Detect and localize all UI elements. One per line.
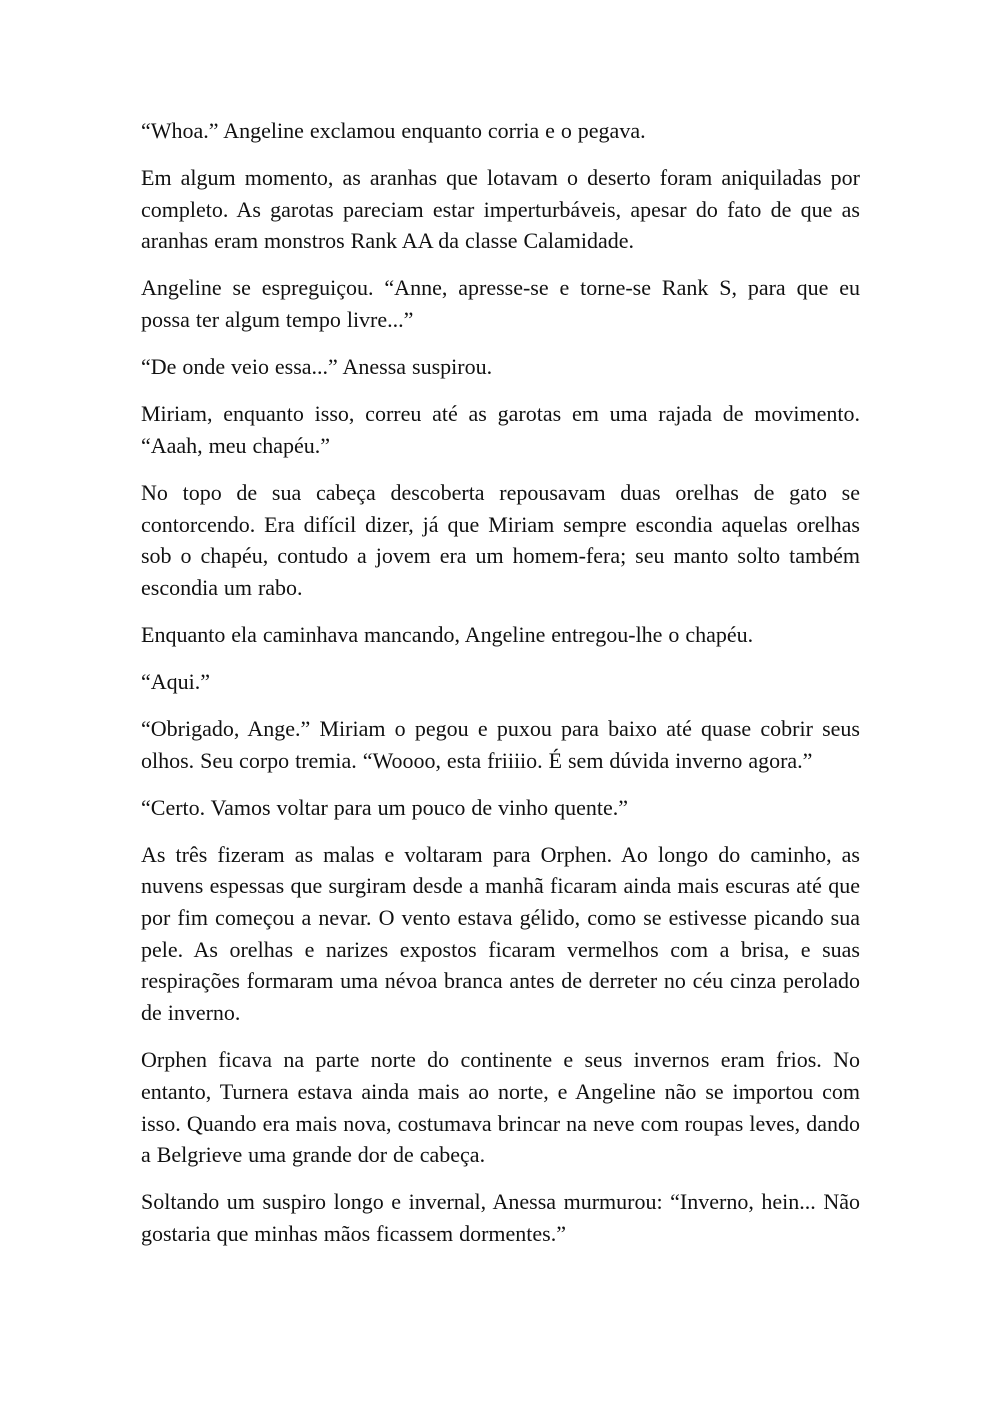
paragraph: “Obrigado, Ange.” Miriam o pegou e puxou para baixo até quase cobrir seus olhos. Seu corpo tremia. “Woooo, esta friiiio. É sem dúvida inverno agora.” [141,715,860,773]
paragraph: Em algum momento, as aranhas que lotavam o deserto foram aniquiladas por completo. As garotas pareciam estar imperturbáveis, apesar do fato de que as aranhas eram monstros Rank AA da classe Calamidade. [141,165,860,254]
paragraph: As três fizeram as malas e voltaram para Orphen. Ao longo do caminho, as nuvens espessas que surgiram desde a manhã ficaram ainda mais escuras até que por fim começou a nevar. O vento estava gélido, como se estivesse picando sua pele. As orelhas e narizes expostos ficaram vermelhos com a brisa, e suas respirações formaram uma névoa branca antes de derreter no céu cinza perolado de inverno. [141,841,860,1026]
paragraph: “Certo. Vamos voltar para um pouco de vinho quente.” [141,794,628,820]
paragraph: Soltando um suspiro longo e invernal, Anessa murmurou: “Inverno, hein... Não gostaria que minhas mãos ficassem dormentes.” [141,1189,860,1246]
paragraph: “Whoa.” Angeline exclamou enquanto corria e o pegava. [141,118,646,143]
paragraph: “Aqui.” [141,668,211,694]
paragraph: Miriam, enquanto isso, correu até as garotas em uma rajada de movimento. “Aaah, meu chapéu.” [141,401,860,458]
paragraph: “De onde veio essa...” Anessa suspirou. [141,354,493,380]
paragraph: Enquanto ela caminhava mancando, Angeline entregou-lhe o chapéu. [141,621,754,647]
paragraph: Angeline se espreguiçou. “Anne, apresse-se e torne-se Rank S, para que eu possa ter algum tempo livre...” [141,275,860,333]
paragraph: Orphen ficava na parte norte do continente e seus invernos eram frios. No entanto, Turnera estava ainda mais ao norte, e Angeline não se importou com isso. Quando era mais nova, costumava brincar na neve com roupas leves, dando a Belgrieve uma grande dor de cabeça. [141,1047,860,1168]
paragraph: No topo de sua cabeça descoberta repousavam duas orelhas de gato se contorcendo. Era difícil dizer, já que Miriam sempre escondia aquelas orelhas sob o chapéu, contudo a jovem era um homem-fera; seu manto solto também escondia um rabo. [141,479,860,600]
